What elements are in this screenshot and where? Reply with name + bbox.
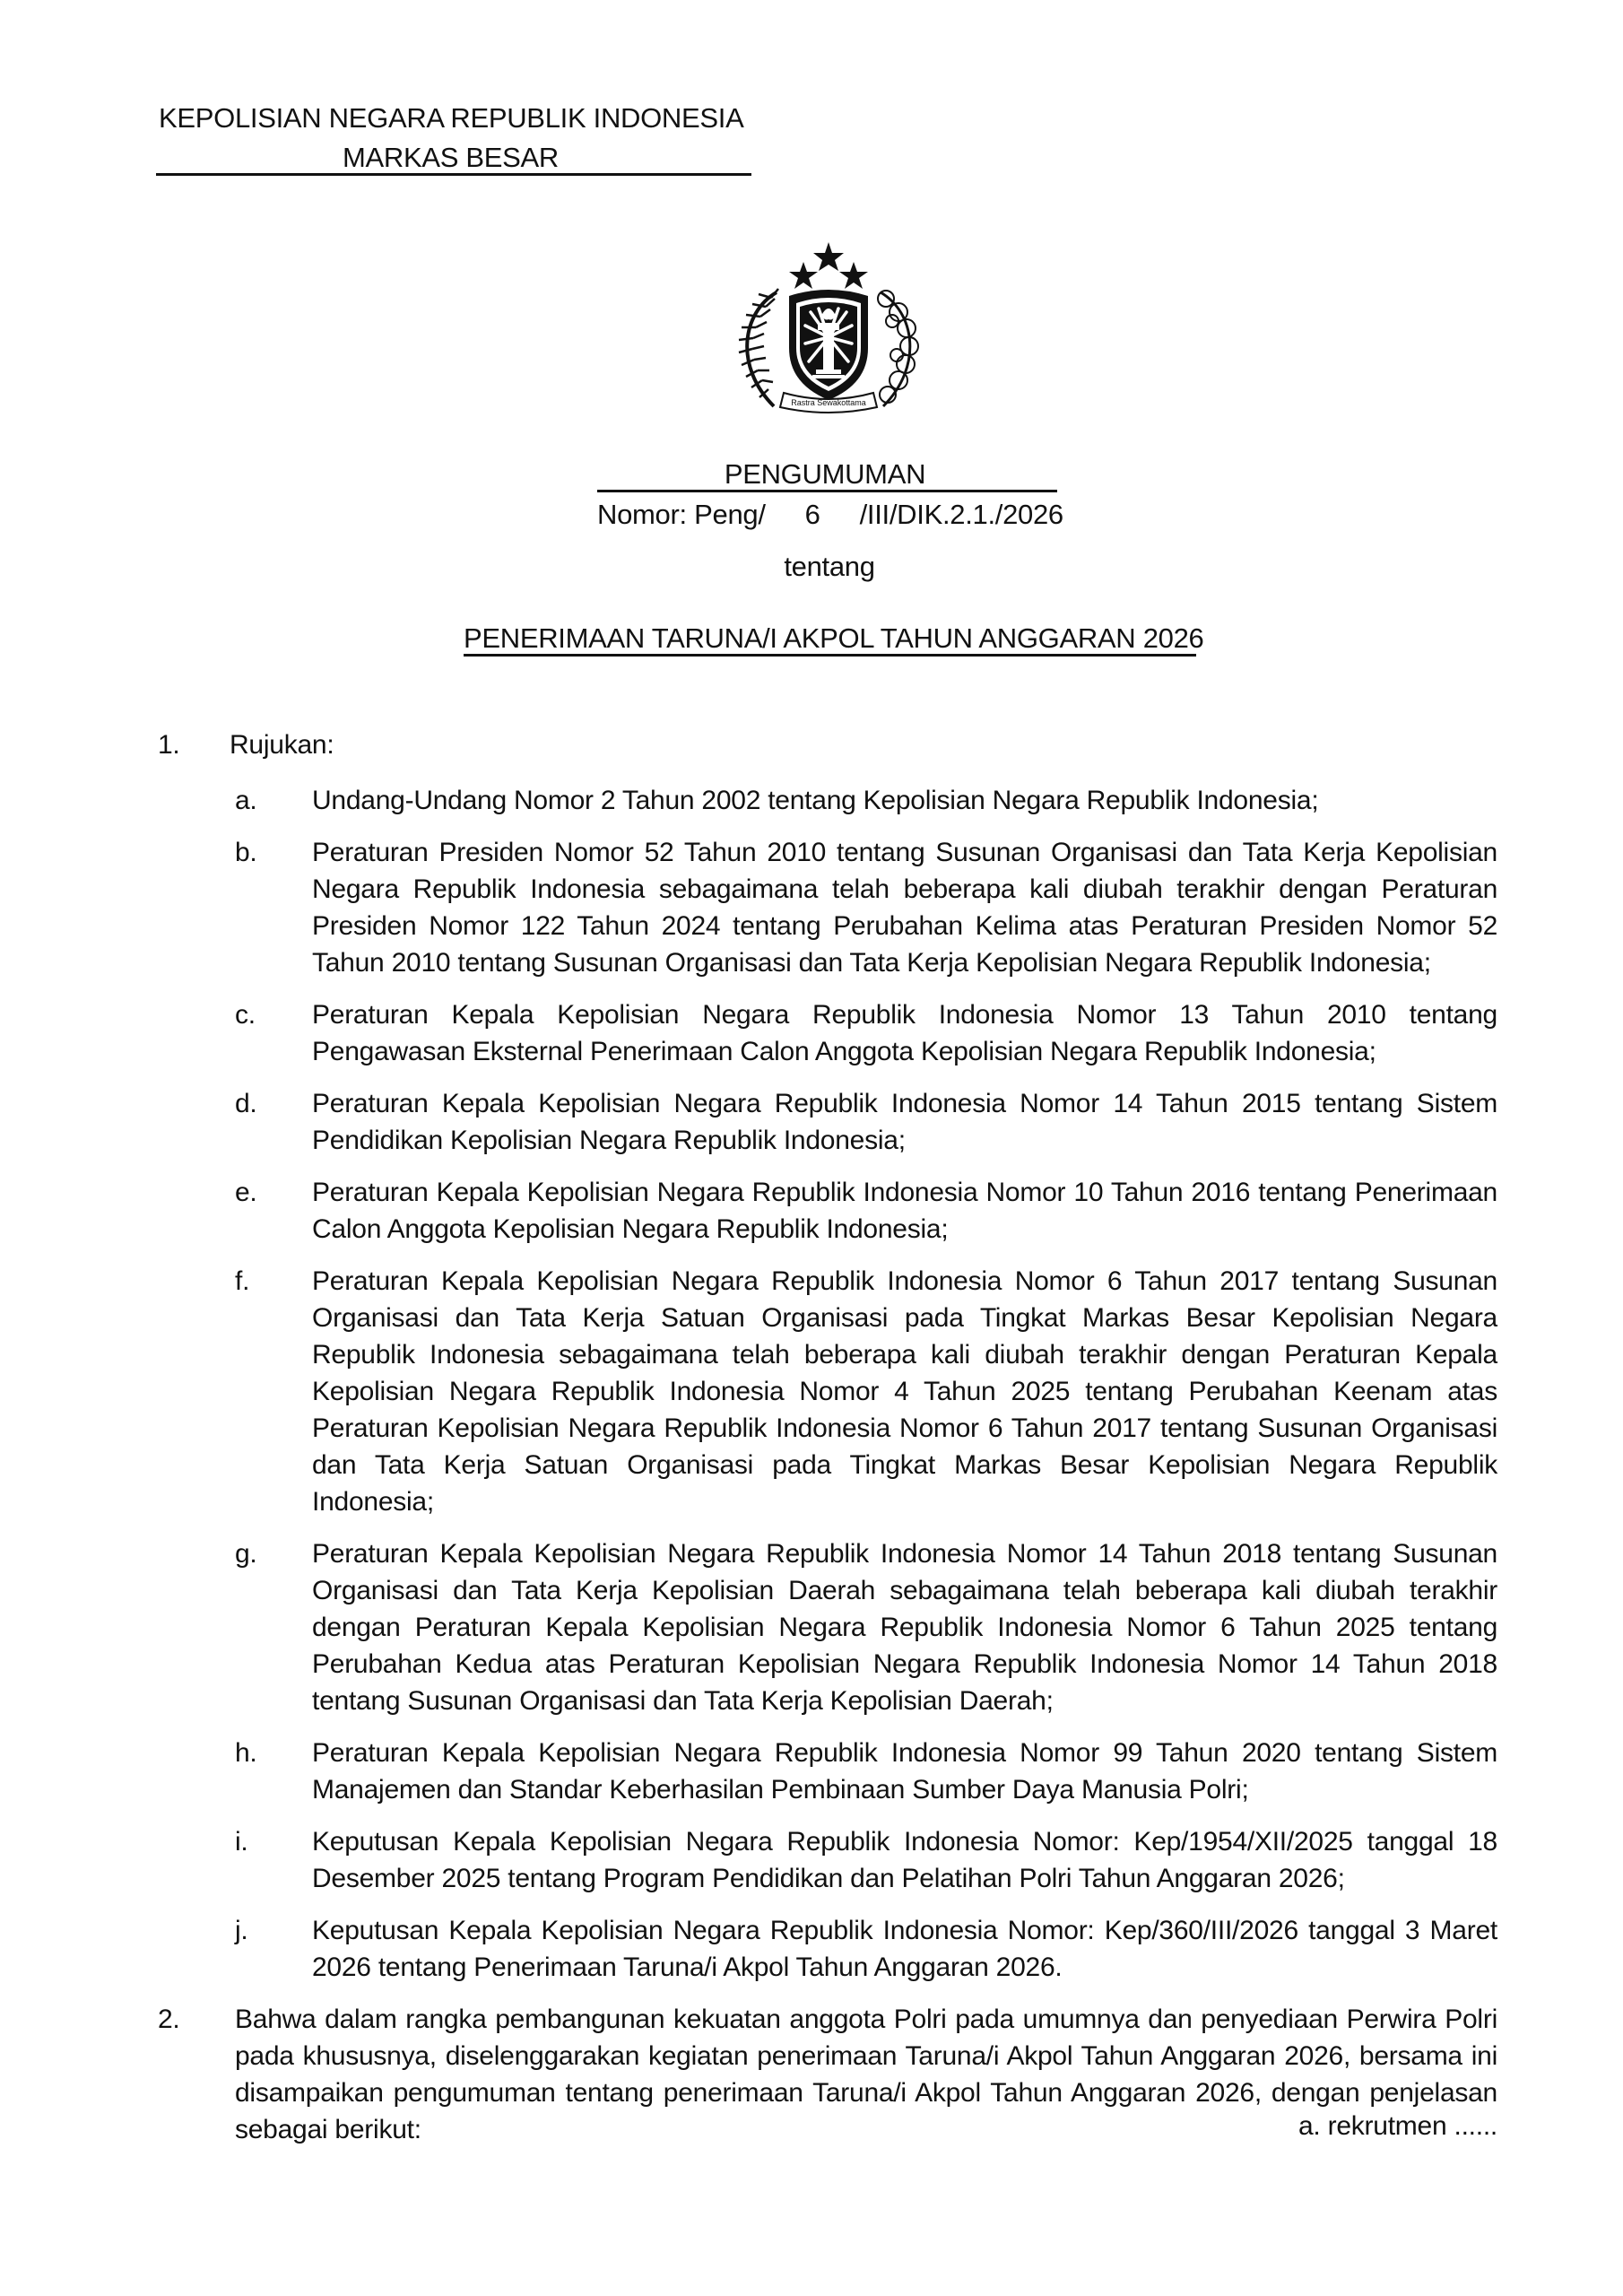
- reference-text: Peraturan Kepala Kepolisian Negara Republik Indonesia Nomor 6 Tahun 2017 tentang Susunan Organisasi dan Tata Kerja Satuan Organisasi pada Tingkat Markas Besar Kepolisian Negara Republik Indonesia sebagaimana telah beberapa kali diubah terakhir dengan Peraturan Kepala Kepolisian Negara Republik Indonesia Nomor 4 Tahun 2025 tentang Perubahan Keenam atas Peraturan Kepolisian Negara Republik Indonesia Nomor 6 Tahun 2017 tentang Susunan Organisasi dan Tata Kerja Satuan Organisasi pada Tingkat Markas Besar Kepolisian Negara Republik Indonesia;: [312, 1266, 1497, 1517]
- reference-item: [235, 1735, 1497, 1808]
- reference-text: Peraturan Kepala Kepolisian Negara Republik Indonesia Nomor 14 Tahun 2018 tentang Susunan Organisasi dan Tata Kerja Kepolisian Daerah sebagaimana telah beberapa kali diubah terakhir dengan Peraturan Kepala Kepolisian Negara Republik Indonesia Nomor 6 Tahun 2025 tentang Perubahan Kedua atas Peraturan Kepolisian Negara Republik Indonesia Nomor 14 Tahun 2018 tentang Susunan Organisasi dan Tata Kerja Kepolisian Daerah;: [312, 1539, 1497, 1716]
- reference-text: Peraturan Kepala Kepolisian Negara Republik Indonesia Nomor 10 Tahun 2016 tentang Penerimaan Calon Anggota Kepolisian Negara Republik Indonesia;: [312, 1178, 1497, 1244]
- reference-letter: j.: [235, 1916, 248, 1945]
- reference-letter: d.: [235, 1089, 257, 1118]
- reference-letter: h.: [235, 1738, 257, 1768]
- reference-text: Peraturan Kepala Kepolisian Negara Republik Indonesia Nomor 13 Tahun 2010 tentang Pengawasan Eksternal Penerimaan Calon Anggota Kepolisian Negara Republik Indonesia;: [312, 1000, 1497, 1066]
- institution-name: KEPOLISIAN NEGARA REPUBLIK INDONESIA: [159, 102, 744, 134]
- police-emblem-icon: [725, 240, 933, 420]
- reference-item: [235, 1174, 1497, 1248]
- number-value: 6: [804, 499, 820, 530]
- reference-item: [235, 782, 1497, 819]
- section-text: Bahwa dalam rangka pembangunan kekuatan anggota Polri pada umumnya dan penyediaan Perwira Polri pada khususnya, diselenggarakan kegiatan penerimaan Taruna/i Akpol Tahun Anggaran 2026, bersama ini disampaikan pengumuman tentang penerimaan Taruna/i Akpol Tahun Anggaran 2026, dengan penjelasan sebagai berikut:: [235, 2005, 1497, 2144]
- page-continuation: a. rekrutmen ......: [1298, 2111, 1497, 2141]
- announcement-divider: [597, 490, 1057, 492]
- number-suffix: /III/DIK.2.1./2026: [859, 499, 1063, 530]
- reference-item: [235, 1912, 1497, 1986]
- reference-list: [158, 782, 1497, 2163]
- reference-text: Undang-Undang Nomor 2 Tahun 2002 tentang Kepolisian Negara Republik Indonesia;: [312, 786, 1319, 815]
- reference-item: [235, 834, 1497, 981]
- reference-item: [235, 996, 1497, 1070]
- reference-letter: g.: [235, 1539, 257, 1569]
- announcement-title: PENERIMAAN TARUNA/I AKPOL TAHUN ANGGARAN 2026: [464, 622, 1204, 654]
- about-label: tentang: [784, 551, 875, 582]
- emblem-motto: Rastra Sewakottama: [791, 398, 866, 407]
- reference-text: Peraturan Kepala Kepolisian Negara Republik Indonesia Nomor 14 Tahun 2015 tentang Sistem Pendidikan Kepolisian Negara Republik Indonesia;: [312, 1089, 1497, 1155]
- reference-text: Peraturan Kepala Kepolisian Negara Republik Indonesia Nomor 99 Tahun 2020 tentang Sistem Manajemen dan Standar Keberhasilan Pembinaan Sumber Daya Manusia Polri;: [312, 1738, 1497, 1805]
- reference-letter: a.: [235, 786, 257, 815]
- reference-letter: e.: [235, 1178, 257, 1207]
- reference-item: [235, 1085, 1497, 1159]
- section-number: 2.: [158, 2005, 180, 2034]
- announcement-type: PENGUMUMAN: [724, 458, 926, 490]
- reference-item: [235, 1535, 1497, 1719]
- reference-item: [235, 1823, 1497, 1897]
- reference-text: Peraturan Presiden Nomor 52 Tahun 2010 tentang Susunan Organisasi dan Tata Kerja Kepolisian Negara Republik Indonesia sebagaimana telah beberapa kali diubah terakhir dengan Peraturan Presiden Nomor 122 Tahun 2024 tentang Perubahan Kelima atas Peraturan Presiden Nomor 52 Tahun 2010 tentang Susunan Organisasi dan Tata Kerja Kepolisian Negara Republik Indonesia;: [312, 838, 1497, 978]
- section-number: 1.: [158, 730, 180, 760]
- header-divider: [156, 173, 751, 176]
- reference-text: Keputusan Kepala Kepolisian Negara Republik Indonesia Nomor: Kep/360/III/2026 tanggal 3 Maret 2026 tentang Penerimaan Taruna/i Akpol Tahun Anggaran 2026.: [312, 1916, 1497, 1982]
- section-title: Rujukan:: [230, 730, 334, 760]
- unit-name: MARKAS BESAR: [343, 142, 560, 173]
- reference-letter: c.: [235, 1000, 256, 1030]
- section-purpose: [158, 2001, 1497, 2148]
- reference-letter: f.: [235, 1266, 250, 1296]
- title-underline: [464, 654, 1196, 657]
- reference-letter: i.: [235, 1827, 248, 1857]
- reference-letter: b.: [235, 838, 257, 867]
- announcement-number: [597, 499, 1063, 531]
- reference-item: [235, 1263, 1497, 1520]
- reference-text: Keputusan Kepala Kepolisian Negara Republik Indonesia Nomor: Kep/1954/XII/2025 tanggal 18 Desember 2025 tentang Program Pendidikan dan Pelatihan Polri Tahun Anggaran 2026;: [312, 1827, 1497, 1893]
- number-prefix: Nomor: Peng/: [597, 499, 766, 530]
